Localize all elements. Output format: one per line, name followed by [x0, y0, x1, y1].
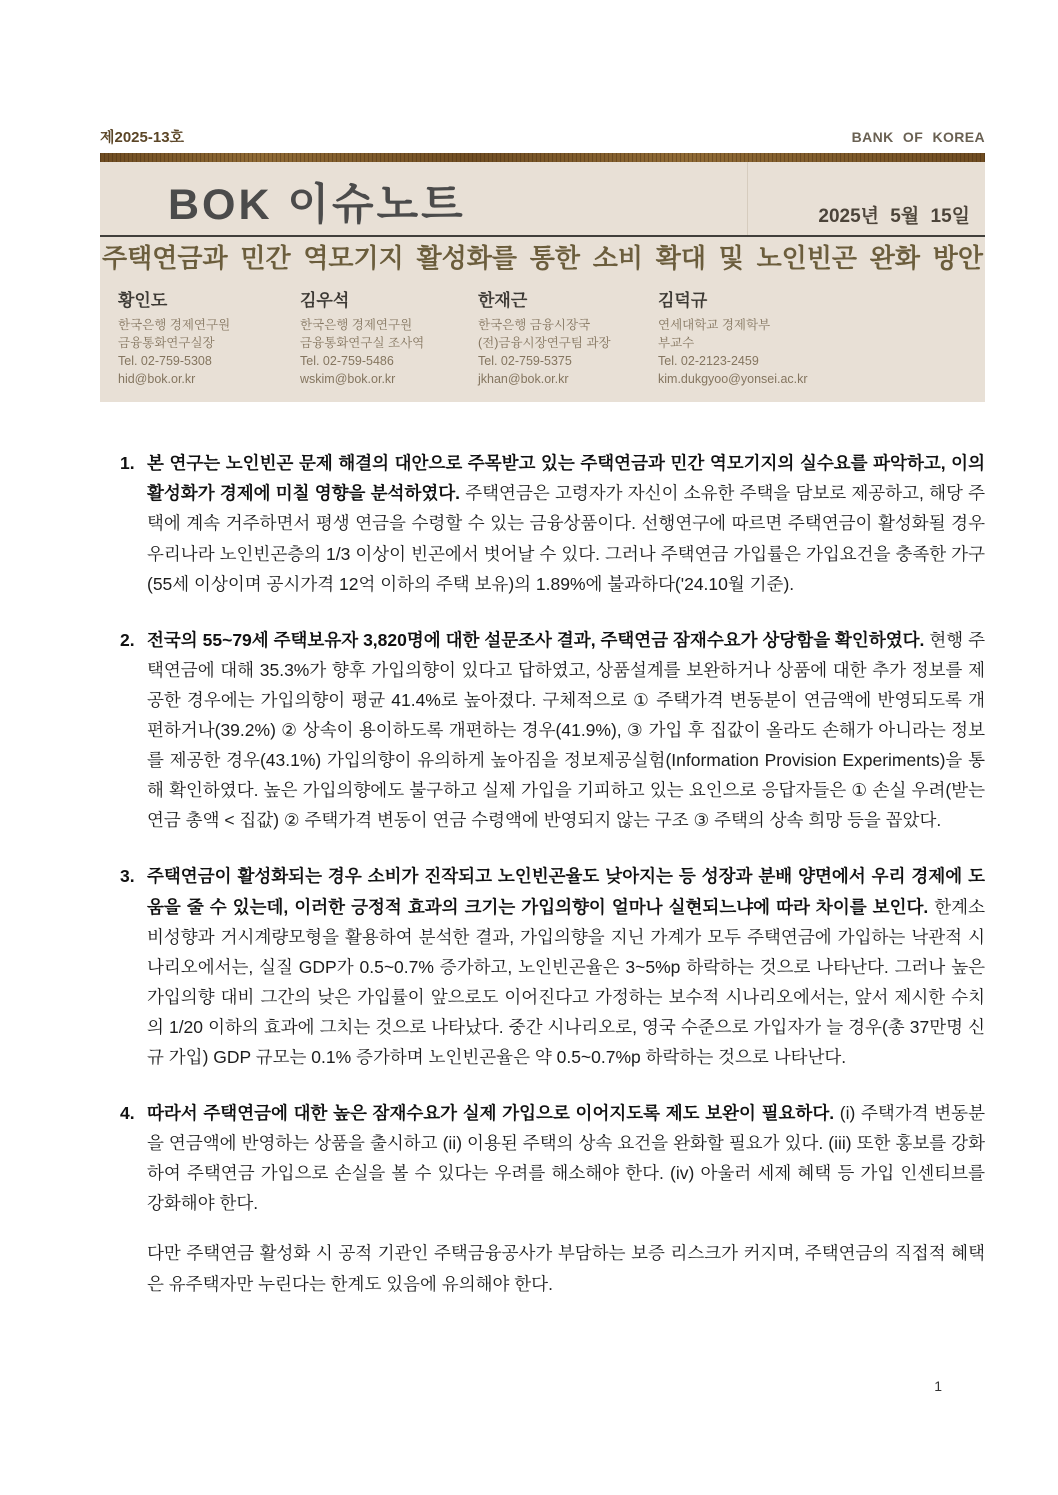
paragraph-number: 2. — [120, 629, 135, 650]
author-card — [658, 286, 985, 389]
author-email: hid@bok.or.kr — [118, 372, 196, 387]
author-tel: Tel. 02-759-5308 — [118, 354, 212, 369]
author-name: 한재근 — [478, 290, 528, 310]
header-block — [100, 162, 985, 402]
author-position: 부교수 — [658, 335, 695, 350]
author-card — [300, 286, 478, 389]
author-org: 한국은행 경제연구원 — [300, 317, 413, 332]
body-paragraph-4 — [120, 1098, 985, 1218]
author-position: 금융통화연구실 조사역 — [300, 335, 425, 350]
paragraph-number: 4. — [120, 1103, 135, 1124]
paragraph-lead: 본 연구는 노인빈곤 문제 해결의 대안으로 주목받고 있는 주택연금과 민간 역모기지의 실수요를 파악하고, 이의 활성화가 경제에 미칠 영향을 분석하였다. — [147, 453, 985, 504]
bank-name: BANK OF KOREA — [851, 129, 985, 145]
paragraph-text: (i) 주택가격 변동분을 연금액에 반영하는 상품을 출시하고 (ii) 이용된 주택의 상속 요건을 완화할 필요가 있다. (iii) 또한 홍보를 강화하여 주택연금 가입으로 손실을 볼 수 있다는 우려를 해소해야 한다. (iv) 아울러 세제 혜택 등 가입 인센티브를 강화해야 한다. — [147, 1103, 985, 1214]
author-tel: Tel. 02-759-5375 — [478, 354, 572, 369]
author-name: 김우석 — [300, 290, 350, 310]
gradient-rule — [100, 153, 985, 162]
author-email: wskim@bok.or.kr — [300, 372, 396, 387]
author-tel: Tel. 02-2123-2459 — [658, 354, 759, 369]
body-paragraph-3 — [120, 861, 985, 1072]
banner-row — [100, 162, 985, 235]
author-name: 황인도 — [118, 290, 168, 310]
author-org: 연세대학교 경제학부 — [658, 317, 771, 332]
author-name: 김덕규 — [658, 290, 708, 310]
paragraph-text: 현행 주택연금에 대해 35.3%가 향후 가입의향이 있다고 답하였고, 상품설계를 보완하거나 상품에 대한 추가 정보를 제공한 경우에는 가입의향이 평균 41.4%로 높아졌다. 구체적으로 ① 주택가격 변동분이 연금액에 반영되도록 개편하거나(39.2%) ② 상속이 용이하도록 개편하는 경우(41.9%), ③ 가입 후 집값이 올라도 손해가 아니라는 정보를 제공한 경우(43.1%) 가입의향이 유의하게 높아짐을 정보제공실험(Information Provision Experiments)을 통해 확인하였다. 높은 가입의향에도 불구하고 실제 가입을 기피하고 있는 요인으로 응답자들은 ① 손실 우려(받는 연금 총액 < 집값) ② 주택가격 변동이 연금 수령액에 반영되지 않는 구조 ③ 주택의 상속 희망 등을 꼽았다. — [147, 629, 985, 831]
body-note: 다만 주택연금 활성화 시 공적 기관인 주택금융공사가 부담하는 보증 리스크가 커지며, 주택연금의 직접적 혜택은 유주택자만 누린다는 한계도 있음에 유의해야 한다. — [147, 1243, 985, 1294]
author-card — [478, 286, 658, 389]
author-email: jkhan@bok.or.kr — [478, 372, 569, 387]
body-paragraph-1 — [120, 448, 985, 598]
banner-title: BOK 이슈노트 — [168, 181, 466, 229]
paragraph-number: 3. — [120, 866, 135, 887]
publication-date: 2025년 5월 15일 — [818, 206, 970, 227]
issue-number: 제2025-13호 — [100, 129, 185, 146]
title-row — [100, 235, 985, 283]
author-tel: Tel. 02-759-5486 — [300, 354, 394, 369]
author-org: 한국은행 경제연구원 — [118, 317, 231, 332]
paragraph-lead: 따라서 주택연금에 대한 높은 잠재수요가 실제 가입으로 이어지도록 제도 보완이 필요하다. — [147, 1103, 835, 1124]
author-card — [118, 286, 300, 389]
document-title: 주택연금과 민간 역모기지 활성화를 통한 소비 확대 및 노인빈곤 완화 방안 — [102, 243, 983, 273]
header-divider — [747, 162, 748, 235]
page-number: 1 — [934, 1378, 942, 1394]
paragraph-text: 한계소비성향과 거시계량모형을 활용하여 분석한 결과, 가입의향을 지닌 가계가 모두 주택연금에 가입하는 낙관적 시나리오에서는, 실질 GDP가 0.5~0.7% 증가하고, 노인빈곤율은 3~5%p 하락하는 것으로 나타난다. 그러나 높은 가입의향 대비 그간의 낮은 가입률이 앞으로도 이어진다고 가정하는 보수적 시나리오에서는, 앞서 제시한 수치의 1/20 이하의 효과에 그치는 것으로 나타났다. 중간 시나리오로, 영국 수준으로 가입자가 늘 경우(총 37만명 신규 가입) GDP 규모는 0.1% 증가하며 노인빈곤율은 약 0.5~0.7%p 하락하는 것으로 나타난다. — [147, 896, 985, 1067]
paragraph-lead: 전국의 55~79세 주택보유자 3,820명에 대한 설문조사 결과, 주택연금 잠재수요가 상당함을 확인하였다. — [147, 629, 925, 650]
author-block — [100, 283, 985, 403]
body-paragraph-2 — [120, 625, 985, 836]
author-email: kim.dukgyoo@yonsei.ac.kr — [658, 372, 808, 387]
paragraph-lead: 주택연금이 활성화되는 경우 소비가 진작되고 노인빈곤율도 낮아지는 등 성장과 분배 양면에서 우리 경제에 도움을 줄 수 있는데, 이러한 긍정적 효과의 크기는 가입의향이 얼마나 실현되느냐에 따라 차이를 보인다. — [147, 866, 985, 917]
document-body — [100, 448, 985, 1298]
paragraph-number: 1. — [120, 453, 135, 474]
author-position: 금융통화연구실장 — [118, 335, 215, 350]
author-position: (전)금융시장연구팀 과장 — [478, 335, 611, 350]
paragraph-text: 주택연금은 고령자가 자신이 소유한 주택을 담보로 제공하고, 해당 주택에 계속 거주하면서 평생 연금을 수령할 수 있는 금융상품이다. 선행연구에 따르면 주택연금이 활성화될 경우 우리나라 노인빈곤층의 1/3 이상이 빈곤에서 벗어날 수 있다. 그러나 주택연금 가입률은 가입요건을 충족한 가구(55세 이상이며 공시가격 12억 이하의 주택 보유)의 1.89%에 불과하다('24.10월 기준). — [147, 483, 985, 594]
author-org: 한국은행 금융시장국 — [478, 317, 591, 332]
masthead — [100, 126, 985, 147]
